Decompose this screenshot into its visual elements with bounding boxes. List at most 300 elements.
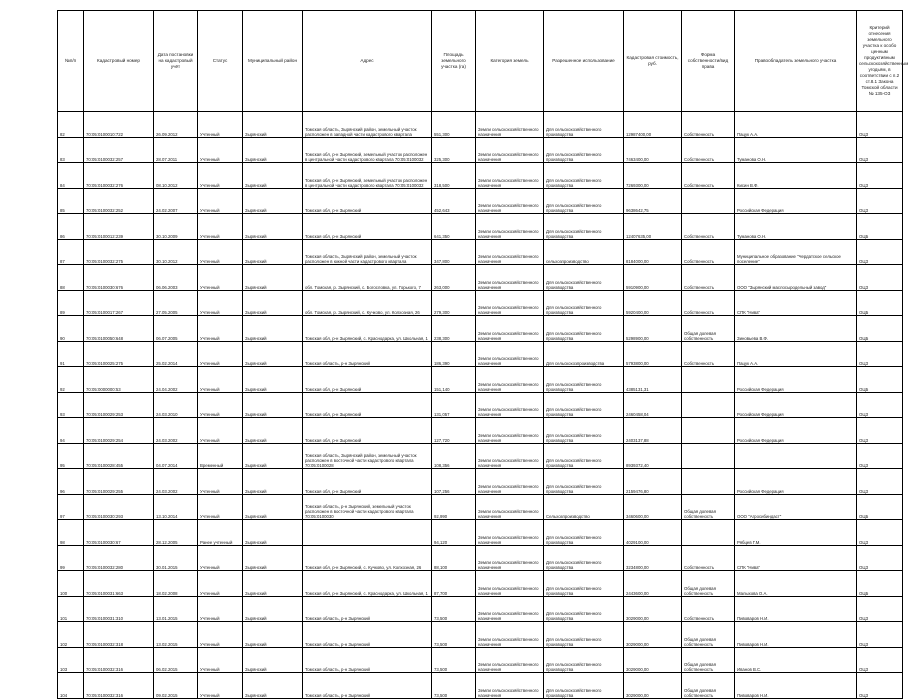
cell-ownership [682, 418, 735, 444]
cell-category: Земли сельскохозяйственного назначения [476, 520, 544, 546]
header-status: Статус [198, 11, 243, 112]
cell-permitted-use: Для сельскохозяйственного производства [544, 469, 624, 495]
cell-cadastral-number: 70:05:0100017:267 [84, 290, 154, 316]
header-n: №п/п [58, 11, 84, 112]
cell-district: Зырянский [243, 418, 303, 444]
table-row [58, 596, 903, 622]
cell-cadastral-number: 70:05:0100028:455 [84, 443, 154, 469]
cell-status: Учтенный [198, 137, 243, 163]
cell-registration-date: 13.01.2015 [154, 596, 198, 622]
cell-ownership: Собственность [682, 265, 735, 291]
cell-number: 92 [58, 367, 84, 393]
cell-address: Томская обл, р-н Зырянский [303, 367, 432, 393]
cell-ownership: Общая долевая собственность [682, 622, 735, 648]
cell-holder: Пивоваров Н.И. [735, 596, 857, 622]
cell-holder: Туманова О.Н. [735, 214, 857, 240]
table-row [58, 520, 903, 546]
table-row [58, 647, 903, 673]
cell-cadastral-number: 70:05:0100032:318 [84, 622, 154, 648]
cell-permitted-use: сельхозпроизводство [544, 239, 624, 265]
cell-permitted-use: Для сельскохозяйственного производства [544, 290, 624, 316]
cell-cadastral-value: 5920400,00 [624, 290, 682, 316]
cell-district: Зырянский [243, 494, 303, 520]
cell-cadastral-value: 4385131,31 [624, 367, 682, 393]
table-row [58, 290, 903, 316]
cell-category: Земли сельскохозяйственного назначения [476, 392, 544, 418]
cell-category: Земли сельскохозяйственного назначения [476, 647, 544, 673]
cell-ownership: Общая долевая собственность [682, 571, 735, 597]
cell-address: обл. Томская, р. Зырянский, с. Кучково, ул. Колхозная, 26 [303, 290, 432, 316]
cell-criteria: ОЦЗ [857, 392, 903, 418]
cell-area: 238,300 [432, 316, 476, 342]
cell-address [303, 520, 432, 546]
cell-registration-date: 09.02.2015 [154, 673, 198, 699]
cell-cadastral-number: 70:05:0100029:253 [84, 392, 154, 418]
cell-criteria: ОЦЗ [857, 188, 903, 214]
cell-area: 151,140 [432, 367, 476, 393]
cell-ownership [682, 188, 735, 214]
cell-address: Томская область, р-н Зырянский [303, 647, 432, 673]
cell-address: Томская обл, р-н Зырянский, земельный участок расположен в центральной части кадастрового квартала 70:05:0100032 [303, 137, 432, 163]
cell-cadastral-value: 5910900,00 [624, 265, 682, 291]
cell-cadastral-value: 3029000,00 [624, 647, 682, 673]
cell-holder: Рябцев Г.М. [735, 520, 857, 546]
cell-category: Земли сельскохозяйственного назначения [476, 341, 544, 367]
cell-registration-date: 08.10.2012 [154, 163, 198, 189]
cell-cadastral-value: 5298900,00 [624, 316, 682, 342]
cell-category: Земли сельскохозяйственного назначения [476, 545, 544, 571]
cell-district: Зырянский [243, 112, 303, 138]
table-row [58, 188, 903, 214]
cell-category: Земли сельскохозяйственного назначения [476, 290, 544, 316]
cell-ownership: Собственность [682, 163, 735, 189]
cell-area: 127,720 [432, 418, 476, 444]
table-row [58, 622, 903, 648]
cell-criteria: ОЦЗ [857, 239, 903, 265]
cell-number: 89 [58, 290, 84, 316]
cell-number: 87 [58, 239, 84, 265]
cell-district: Зырянский [243, 239, 303, 265]
cell-registration-date: 24.02.2007 [154, 188, 198, 214]
cell-holder: Пацук А.А. [735, 112, 857, 138]
cell-registration-date: 24.03.2002 [154, 418, 198, 444]
cell-holder: Российская Федерация [735, 367, 857, 393]
cell-number: 102 [58, 622, 84, 648]
land-plots-table [57, 10, 908, 699]
cell-status: Учтенный [198, 316, 243, 342]
cell-district: Зырянский [243, 443, 303, 469]
cell-permitted-use: Для сельскохозяйственного производства [544, 647, 624, 673]
cell-category: Земли сельскохозяйственного назначения [476, 571, 544, 597]
cell-ownership: Общая долевая собственность [682, 494, 735, 520]
cell-number: 104 [58, 673, 84, 699]
cell-area: 73,500 [432, 647, 476, 673]
header-criteria: Критерий отнесения земельного участка к особо ценным продуктивным сельскохозяйственным угодьям, в соответствии с п.2 ст.8.1 Закона Томской области № 135-ОЗ [857, 11, 903, 112]
table-row [58, 571, 903, 597]
cell-status: Учтенный [198, 469, 243, 495]
table-row [58, 137, 903, 163]
cell-address: Томская обл, р-н Зырянский, с. Краснодарка, ул. Школьная, 1 [303, 571, 432, 597]
cell-area: 279,300 [432, 290, 476, 316]
cell-holder: Иванов В.С. [735, 647, 857, 673]
cell-cadastral-value: 7269300,00 [624, 163, 682, 189]
table-row [58, 392, 903, 418]
table-row [58, 545, 903, 571]
cell-registration-date: 06.06.2003 [154, 265, 198, 291]
cell-cadastral-number: 70:05:0100025:275 [84, 341, 154, 367]
cell-area: 347,800 [432, 239, 476, 265]
cell-number: 101 [58, 596, 84, 622]
cell-area: 107,256 [432, 469, 476, 495]
cell-area: 318,500 [432, 163, 476, 189]
cell-permitted-use: Для сельскохозяйственного производства [544, 622, 624, 648]
cell-registration-date: 30.10.2012 [154, 239, 198, 265]
cell-area: 92,990 [432, 494, 476, 520]
cell-permitted-use: Для сельскохозяйственного производства [544, 367, 624, 393]
cell-cadastral-value: 3029000,00 [624, 622, 682, 648]
cell-criteria: ОЦЗ [857, 341, 903, 367]
cell-registration-date: 13.10.2014 [154, 494, 198, 520]
cell-area: 108,356 [432, 443, 476, 469]
cell-ownership [682, 367, 735, 393]
cell-number: 86 [58, 214, 84, 240]
cell-address: Томская обл, р-н Зырянский [303, 392, 432, 418]
cell-cadastral-value: 7463400,00 [624, 137, 682, 163]
cell-ownership: Общая долевая собственность [682, 316, 735, 342]
cell-ownership: Собственность [682, 341, 735, 367]
cell-cadastral-number: 70:05:0100032:275 [84, 239, 154, 265]
cell-address: Томская обл, р-н Зырянский [303, 469, 432, 495]
cell-cadastral-value: 8939372,40 [624, 443, 682, 469]
cell-area: 452,643 [432, 188, 476, 214]
cell-permitted-use: Для сельскохозяйственного производства [544, 316, 624, 342]
cell-category: Земли сельскохозяйственного назначения [476, 494, 544, 520]
table-row [58, 673, 903, 699]
cell-holder: Российская Федерация [735, 188, 857, 214]
cell-registration-date: 28.07.2011 [154, 137, 198, 163]
cell-ownership: Собственность [682, 137, 735, 163]
cell-holder: Российская Федерация [735, 469, 857, 495]
cell-status: Учтенный [198, 341, 243, 367]
cell-criteria: ОЦЗ [857, 622, 903, 648]
cell-holder: Муниципальное образование "Чердатское сельское поселение" [735, 239, 857, 265]
cell-criteria: ОЦЗ [857, 418, 903, 444]
cell-cadastral-value: 3029000,00 [624, 596, 682, 622]
cell-address: Томская область, р-н Зырянский [303, 622, 432, 648]
cell-number: 97 [58, 494, 84, 520]
cell-criteria: ОЦБ [857, 494, 903, 520]
cell-permitted-use: Для сельскохозяйственного производства [544, 112, 624, 138]
cell-criteria: ОЦЗ [857, 137, 903, 163]
cell-permitted-use: Для сельскохозяйственного производства [544, 571, 624, 597]
cell-criteria: ОЦЗ [857, 265, 903, 291]
cell-number: 94 [58, 418, 84, 444]
cell-district: Зырянский [243, 265, 303, 291]
cell-number: 99 [58, 545, 84, 571]
cell-holder: Российская Федерация [735, 392, 857, 418]
cell-area: 325,300 [432, 137, 476, 163]
cell-criteria: ОЦЗ [857, 163, 903, 189]
header-permitted-use: Разрешенное использование [544, 11, 624, 112]
cell-permitted-use: Сельхозпроизводство [544, 494, 624, 520]
cell-area: 73,500 [432, 673, 476, 699]
cell-holder: Российская Федерация [735, 418, 857, 444]
cell-category: Земли сельскохозяйственного назначения [476, 316, 544, 342]
cell-number: 91 [58, 341, 84, 367]
cell-ownership: Собственность [682, 596, 735, 622]
cell-criteria: ОЦЗ [857, 469, 903, 495]
cell-holder: СПК "Нива" [735, 545, 857, 571]
cell-ownership: Общая долевая собственность [682, 673, 735, 699]
cell-district: Зырянский [243, 188, 303, 214]
table-row [58, 265, 903, 291]
table-row [58, 341, 903, 367]
cell-registration-date: 06.07.2005 [154, 316, 198, 342]
cell-district: Зырянский [243, 571, 303, 597]
cell-district: Зырянский [243, 596, 303, 622]
cell-number: 84 [58, 163, 84, 189]
cell-cadastral-value: 2443600,00 [624, 571, 682, 597]
table-row [58, 112, 903, 138]
cell-cadastral-number: 70:05:0100029:255 [84, 469, 154, 495]
cell-status: Учтенный [198, 239, 243, 265]
cell-criteria: ОЦЗ [857, 673, 903, 699]
cell-registration-date: 24.03.2002 [154, 469, 198, 495]
cell-ownership [682, 392, 735, 418]
cell-district: Зырянский [243, 367, 303, 393]
cell-status: Учтенный [198, 622, 243, 648]
cell-registration-date: 04.07.2014 [154, 443, 198, 469]
cell-address: Томская область, р-н Зырянский [303, 596, 432, 622]
cell-status: Учтенный [198, 596, 243, 622]
cell-district: Зырянский [243, 469, 303, 495]
cell-number: 98 [58, 520, 84, 546]
cell-cadastral-number: 70:05:0100032:316 [84, 673, 154, 699]
cell-criteria: ОЦЗ [857, 596, 903, 622]
cell-criteria: ОЦБ [857, 290, 903, 316]
cell-cadastral-number: 70:05:0100030:676 [84, 265, 154, 291]
cell-cadastral-value: 2159476,80 [624, 469, 682, 495]
cell-permitted-use: Для сельскохозпроизводства [544, 341, 624, 367]
cell-criteria: ОЦБ [857, 367, 903, 393]
cell-criteria: ОЦЗ [857, 112, 903, 138]
cell-criteria: ОЦБ [857, 571, 903, 597]
cell-district: Зырянский [243, 163, 303, 189]
cell-cadastral-number: 70:05:0100031:310 [84, 596, 154, 622]
cell-status: Учтенный [198, 418, 243, 444]
cell-status: Учтенный [198, 290, 243, 316]
table-row [58, 443, 903, 469]
cell-category: Земли сельскохозяйственного назначения [476, 622, 544, 648]
cell-cadastral-value: 3234800,00 [624, 545, 682, 571]
cell-district: Зырянский [243, 290, 303, 316]
cell-area: 73,500 [432, 596, 476, 622]
cell-area: 73,500 [432, 622, 476, 648]
cell-district: Зырянский [243, 647, 303, 673]
cell-holder: Зиновьева В.Ф. [735, 316, 857, 342]
cell-district: Зырянский [243, 392, 303, 418]
header-registration-date: Дата постановки на кадастровый учёт [154, 11, 198, 112]
cell-registration-date: 30.10.2009 [154, 214, 198, 240]
cell-ownership: Собственность [682, 239, 735, 265]
cell-cadastral-number: 70:05:0100031:663 [84, 571, 154, 597]
header-district: Муниципальный район [243, 11, 303, 112]
cell-cadastral-value: 3029000,00 [624, 673, 682, 699]
cell-area: 87,700 [432, 571, 476, 597]
cell-cadastral-number: 70:05:0100032:276 [84, 163, 154, 189]
cell-permitted-use: Для сельскохозяйственного производства [544, 137, 624, 163]
cell-registration-date: 28.12.2005 [154, 520, 198, 546]
cell-category: Земли сельскохозяйственного назначения [476, 214, 544, 240]
cell-status: Учтенный [198, 647, 243, 673]
cell-holder: Пивоваров Н.И. [735, 673, 857, 699]
cell-number: 90 [58, 316, 84, 342]
cell-holder: Туманова О.Н. [735, 137, 857, 163]
cell-permitted-use: Для сельскохозяйственного производства [544, 596, 624, 622]
table-row [58, 418, 903, 444]
cell-category: Земли сельскохозяйственного назначения [476, 469, 544, 495]
cell-registration-date: 24.03.2010 [154, 392, 198, 418]
cell-category: Земли сельскохозяйственного назначения [476, 443, 544, 469]
cell-area: 88,100 [432, 545, 476, 571]
header-category: Категория земель [476, 11, 544, 112]
cell-ownership [682, 469, 735, 495]
cell-cadastral-number: 70:05:0100032:280 [84, 545, 154, 571]
cell-cadastral-number: 70:05:0100030:293 [84, 494, 154, 520]
cell-address: Томская обл, р-н Зырянский [303, 188, 432, 214]
cell-criteria: ОЦЗ [857, 545, 903, 571]
cell-district: Зырянский [243, 545, 303, 571]
cell-permitted-use: Для сельскохозяйственного производства [544, 545, 624, 571]
cell-registration-date: 25.02.2014 [154, 341, 198, 367]
cell-cadastral-number: 70:05:0100032:257 [84, 137, 154, 163]
cell-address: обл. Томская, р. Зырянский, с. Богословка, ул. Горького, 7 [303, 265, 432, 291]
cell-status: Учтенный [198, 571, 243, 597]
cell-district: Зырянский [243, 673, 303, 699]
cell-category: Земли сельскохозяйственного назначения [476, 367, 544, 393]
table-row [58, 316, 903, 342]
cell-status: Учтенный [198, 392, 243, 418]
cell-status: Учтенный [198, 214, 243, 240]
cell-cadastral-value: 9638642,75 [624, 188, 682, 214]
cell-cadastral-number: 70:05:0100032:252 [84, 188, 154, 214]
cell-holder: Пацук А.А. [735, 341, 857, 367]
cell-status: Учтенный [198, 265, 243, 291]
cell-ownership [682, 443, 735, 469]
cell-address: Томская область, Зырянский район, земельный участок расположен в западной части кадастрового квартала [303, 112, 432, 138]
cell-address: Томская обл, р-н Зырянский [303, 418, 432, 444]
cell-address: Томская обл, р-н Зырянский, земельный участок расположен в центральной части кадастрового квартала 70:05:0100032 [303, 163, 432, 189]
cell-permitted-use: Для сельскохозяйственного производства [544, 214, 624, 240]
cell-category: Земли сельскохозяйственного назначения [476, 188, 544, 214]
cell-ownership: Собственность [682, 290, 735, 316]
cell-area: 551,300 [432, 112, 476, 138]
table-row [58, 469, 903, 495]
cell-ownership: Собственность [682, 112, 735, 138]
cell-registration-date: 26.09.2012 [154, 112, 198, 138]
cell-cadastral-value: 8184000,00 [624, 239, 682, 265]
cell-status: Учтенный [198, 367, 243, 393]
cell-number: 88 [58, 265, 84, 291]
cell-permitted-use: Для сельскохозяйственного производства [544, 673, 624, 699]
cell-address: Томская область, р-н Зырянский [303, 341, 432, 367]
table-row [58, 367, 903, 393]
cell-status: Учтенный [198, 163, 243, 189]
table-body [58, 112, 903, 699]
cell-cadastral-number: 70:05:0100012:239 [84, 214, 154, 240]
cell-holder: СПК "Нива" [735, 290, 857, 316]
cell-number: 100 [58, 571, 84, 597]
header-holder: Правообладатель земельного участка [735, 11, 857, 112]
cell-status: Учтенный [198, 545, 243, 571]
cell-cadastral-number: 70:05:0100029:254 [84, 418, 154, 444]
cell-number: 103 [58, 647, 84, 673]
cell-district: Зырянский [243, 622, 303, 648]
cell-cadastral-number: 70:05:0100030:67 [84, 520, 154, 546]
header-area: Площадь земельного участка (га) [432, 11, 476, 112]
cell-holder [735, 443, 857, 469]
cell-registration-date: 30.01.2015 [154, 545, 198, 571]
cell-criteria: ОЦЗ [857, 520, 903, 546]
cell-address: Томская область, р-н Зырянский, земельный участок расположен в восточной части кадастрового квартала 70:05:0100030 [303, 494, 432, 520]
cell-ownership [682, 520, 735, 546]
cell-cadastral-value: 2460458,04 [624, 392, 682, 418]
cell-cadastral-number: 70:05:0000000:53 [84, 367, 154, 393]
cell-permitted-use: Для сельскохозяйственного производства [544, 265, 624, 291]
cell-holder: Кисин В.Ф. [735, 163, 857, 189]
cell-district: Зырянский [243, 214, 303, 240]
cell-permitted-use: Для сельскохозяйственного производства [544, 443, 624, 469]
cell-holder: ООО "Агросибиндаст" [735, 494, 857, 520]
cell-permitted-use: Для сельскохозяйственного производства [544, 392, 624, 418]
cell-address: Томская область, Зырянский район, земельный участок расположен в восточной части кадастрового квартала 70:05:0100028 [303, 443, 432, 469]
header-ownership: Форма собственности/вид права [682, 11, 735, 112]
cell-district: Зырянский [243, 341, 303, 367]
cell-permitted-use: Для сельскохозяйственного производства [544, 188, 624, 214]
cell-registration-date: 13.02.2015 [154, 622, 198, 648]
cell-category: Земли сельскохозяйственного назначения [476, 239, 544, 265]
cell-category: Земли сельскохозяйственного назначения [476, 673, 544, 699]
cell-category: Земли сельскохозяйственного назначения [476, 163, 544, 189]
header-address: Адрес [303, 11, 432, 112]
cell-number: 93 [58, 392, 84, 418]
cell-number: 82 [58, 112, 84, 138]
cell-area: 263,000 [432, 265, 476, 291]
cell-cadastral-value: 4029100,00 [624, 520, 682, 546]
cell-cadastral-number: 70:05:0100032:316 [84, 647, 154, 673]
cell-area: 641,350 [432, 214, 476, 240]
cell-registration-date: 27.05.2005 [154, 290, 198, 316]
cell-cadastral-number: 70:05:0100010:722 [84, 112, 154, 138]
cell-category: Земли сельскохозяйственного назначения [476, 137, 544, 163]
cell-permitted-use: Для сельскохозяйственного производства [544, 520, 624, 546]
cell-holder: ООО "Зырянский маслосыродельный завод" [735, 265, 857, 291]
cell-category: Земли сельскохозяйственного назначения [476, 265, 544, 291]
cell-registration-date: 18.02.2008 [154, 571, 198, 597]
cell-area: 131,057 [432, 392, 476, 418]
cell-status: Ранее учтенный [198, 520, 243, 546]
cell-cadastral-number: 70:05:0100050:648 [84, 316, 154, 342]
cell-address: Томская область, Зырянский район, земельный участок расположен в южной части кадастрового квартала [303, 239, 432, 265]
table-header-row [58, 11, 903, 112]
cell-status: Учтенный [198, 112, 243, 138]
cell-address: Томская область, р-н Зырянский [303, 673, 432, 699]
cell-district: Зырянский [243, 520, 303, 546]
cell-holder: Малыхова О.А. [735, 571, 857, 597]
cell-ownership: Общая долевая собственность [682, 647, 735, 673]
table-row [58, 239, 903, 265]
cell-ownership: Собственность [682, 545, 735, 571]
